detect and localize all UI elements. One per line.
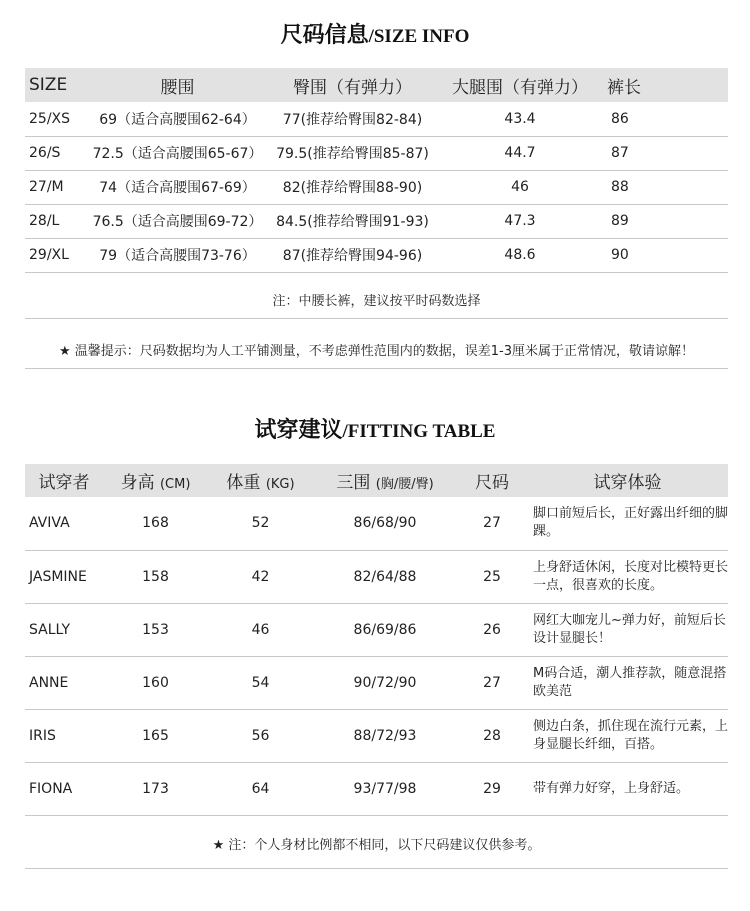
fitting-title-en: /FITTING TABLE	[342, 421, 496, 442]
size-cell: 26/S	[29, 145, 61, 161]
size-table-header	[25, 68, 728, 102]
size-row	[25, 204, 728, 238]
size-note: 注：中腰长裤，建议按平时码数选择	[272, 294, 481, 309]
fitting-row	[25, 497, 728, 550]
experience-cell: 脚口前短后长，正好露出纤细的脚踝。	[533, 506, 729, 540]
tester-cell: IRIS	[29, 727, 56, 744]
height-col-header	[103, 464, 208, 497]
waist-cell: 76.5（适合高腰围69-72）	[92, 214, 263, 230]
weight-cell: 46	[251, 621, 270, 638]
tester-cell: FIONA	[29, 780, 73, 797]
height-cell: 160	[142, 674, 169, 691]
size-tip: ★ 温馨提示：尺码数据均为人工平铺测量，不考虑弹性范围内的数据，误差1-3厘米属于正常情况，敬请谅解！	[58, 344, 695, 359]
fit-size-cell: 27	[483, 515, 501, 532]
hip-cell: 77(推荐给臀围82-84)	[282, 111, 423, 128]
thigh-cell: 47.3	[504, 213, 536, 229]
height-cell: 165	[142, 727, 169, 744]
measure-col-header	[313, 464, 457, 497]
experience-col-header: 试穿体验	[593, 473, 662, 493]
measure-cell: 86/69/86	[353, 621, 417, 638]
weight-cell: 64	[251, 780, 270, 797]
size-cell: 29/XL	[29, 247, 69, 263]
fit-size-col-header: 尺码	[475, 473, 509, 493]
fitting-row	[25, 603, 728, 656]
height-cell: 153	[142, 621, 169, 638]
fitting-row	[25, 550, 728, 603]
hip-col-header: 臀围（有弹力）	[293, 77, 412, 98]
fit-size-cell: 28	[483, 727, 501, 744]
divider	[25, 868, 728, 869]
experience-cell: 网红大咖宠儿~弹力好，前短后长设计显腿长！	[533, 612, 726, 646]
length-cell: 87	[611, 145, 629, 161]
length-cell: 86	[611, 110, 629, 127]
fitting-table-header	[25, 464, 728, 497]
weight-cell: 42	[251, 568, 270, 585]
size-cell: 27/M	[29, 179, 64, 195]
thigh-cell: 44.7	[504, 145, 536, 161]
length-cell: 88	[611, 179, 629, 195]
tester-cell: JASMINE	[29, 568, 87, 585]
fit-size-cell: 26	[483, 621, 501, 638]
thigh-col-header: 大腿围（有弹力）	[452, 77, 588, 98]
fitting-title-cn: 试穿建议	[254, 418, 343, 443]
length-cell: 90	[611, 247, 629, 263]
size-col-header: SIZE	[29, 75, 68, 95]
measure-cell: 93/77/98	[353, 780, 417, 797]
tester-col-header: 试穿者	[38, 473, 90, 493]
size-cell: 28/L	[29, 213, 60, 229]
waist-cell: 74（适合高腰围67-69）	[99, 180, 256, 196]
length-cell: 89	[611, 213, 629, 229]
waist-cell: 69（适合高腰围62-64）	[99, 111, 256, 128]
experience-cell: M码合适，潮人推荐款，随意混搭欧美范	[533, 665, 727, 699]
fitting-title	[0, 413, 750, 444]
height-col-unit: (CM)	[159, 477, 191, 492]
size-table	[25, 68, 728, 273]
hip-cell: 87(推荐给臀围94-96)	[282, 248, 423, 264]
size-row	[25, 102, 728, 136]
size-info-title-cn: 尺码信息	[280, 23, 369, 48]
measure-cell: 86/68/90	[353, 515, 417, 532]
height-cell: 158	[142, 568, 169, 585]
weight-col-header	[208, 464, 313, 497]
experience-cell: 侧边白条，抓住现在流行元素，上身显腿长纤细，百搭。	[533, 718, 729, 752]
waist-cell: 72.5（适合高腰围65-67）	[92, 146, 263, 162]
thigh-cell: 43.4	[504, 110, 536, 127]
measure-col-unit: (胸/腰/臀)	[375, 477, 434, 492]
weight-cell: 56	[251, 727, 270, 744]
measure-cell: 82/64/88	[353, 568, 417, 585]
fit-size-cell: 27	[483, 674, 501, 691]
size-info-title-en: /SIZE INFO	[368, 26, 470, 47]
height-cell: 168	[142, 515, 169, 532]
thigh-cell: 46	[511, 179, 529, 195]
hip-cell: 84.5(推荐给臀围91-93)	[276, 214, 429, 230]
measure-cell: 88/72/93	[353, 727, 417, 744]
measure-col-label: 三围	[336, 473, 371, 493]
weight-cell: 54	[251, 674, 270, 691]
size-row	[25, 238, 728, 272]
divider	[25, 368, 728, 369]
thigh-cell: 48.6	[504, 247, 536, 263]
fitting-row	[25, 656, 728, 709]
tester-cell: SALLY	[29, 621, 71, 638]
size-cell: 25/XS	[29, 110, 71, 127]
fitting-table	[25, 464, 728, 816]
divider	[25, 318, 728, 319]
size-row	[25, 136, 728, 170]
fit-size-cell: 29	[483, 780, 501, 797]
fitting-row	[25, 709, 728, 762]
size-info-title	[0, 18, 750, 49]
weight-col-unit: (KG)	[265, 477, 295, 492]
measure-cell: 90/72/90	[353, 674, 417, 691]
length-col-header: 裤长	[607, 77, 641, 98]
waist-cell: 79（适合高腰围73-76）	[99, 248, 256, 264]
tester-cell: AVIVA	[29, 515, 70, 532]
experience-cell: 带有弹力好穿，上身舒适。	[533, 780, 690, 796]
height-cell: 173	[142, 780, 169, 797]
tester-cell: ANNE	[29, 674, 69, 691]
fitting-footer: ★ 注：个人身材比例都不相同，以下尺码建议仅供参考。	[212, 838, 541, 853]
fit-size-cell: 25	[483, 568, 501, 585]
weight-cell: 52	[251, 515, 270, 532]
experience-cell: 上身舒适休闲，长度对比模特更长一点，很喜欢的长度。	[533, 559, 729, 593]
hip-cell: 79.5(推荐给臀围85-87)	[276, 146, 429, 162]
size-row	[25, 170, 728, 204]
fitting-row	[25, 762, 728, 815]
weight-col-label: 体重	[226, 473, 261, 493]
hip-cell: 82(推荐给臀围88-90)	[282, 180, 423, 196]
height-col-label: 身高	[120, 473, 155, 493]
waist-col-header: 腰围	[160, 77, 195, 98]
